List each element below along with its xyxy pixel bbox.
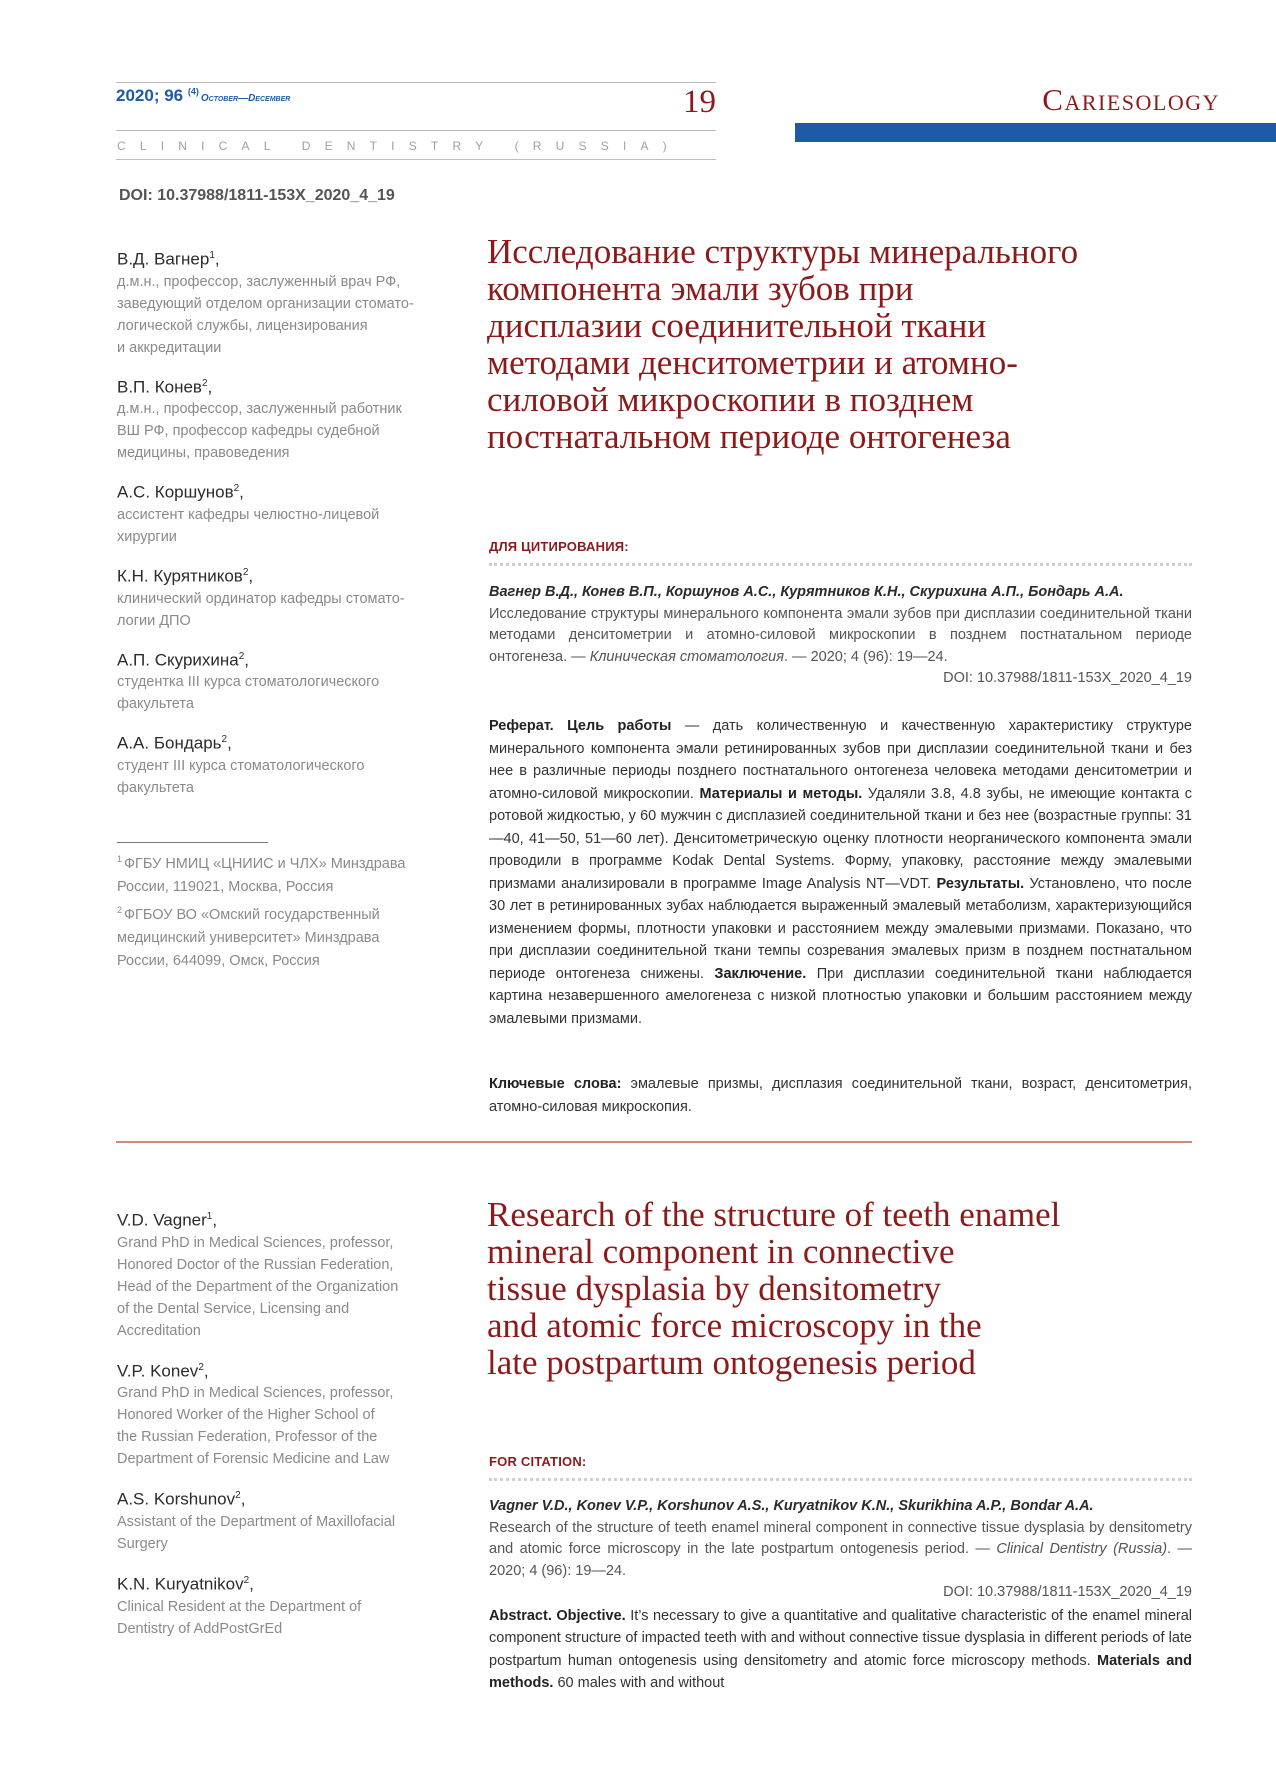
author-description-line: Head of the Department of the Organization [117,1278,399,1295]
title-line: Research of the structure of teeth enamel [487,1195,1061,1234]
abstract-en: Abstract. Objective. It’s necessary to give a quantitative and qualitative characteristic of the enamel mineral component structure of impacted teeth with and without connective tissue dysplasia in different periods of late postpartum human ontogenesis using densitometry and atomic force microscopy methods. Materials and methods. 60 males with and without [489,1608,1192,1691]
affiliation-line: медицинский университет» Минздрава [117,929,380,946]
author-name: A.S. Korshunov$^2$, [117,1489,246,1509]
citation-text-en: Research of the structure of teeth enamel mineral component in connective tissue dysplasia by densitometry and atomic force microscopy in the late postpartum ontogenesis period. — Clinical Dentistry (Russia). — 2020; 4 (96): 19—24. [489,1519,1192,1579]
affiliation-marker: 1 [206,1211,213,1222]
author-description-line: д.м.н., профессор, заслуженный работник [117,401,402,418]
affiliation-marker: 1 [209,250,215,261]
author-entry [117,245,457,359]
author-description-line: д.м.н., профессор, заслуженный врач РФ, [117,273,401,290]
language-separator [116,1141,1192,1143]
author-name: А.П. Скурихина$^2$, [117,650,250,670]
affiliation-line: России, 644099, Омск, Россия [117,952,320,969]
author-description-line: Grand PhD in Medical Sciences, professor, [117,1234,394,1251]
author-description-line: и аккредитации [117,339,222,356]
author-name: K.N. Kuryatnikov$^2$, [117,1574,254,1594]
author-description-line: медицины, правоведения [117,445,290,462]
author-description-line: логической службы, лицензирования [117,317,368,334]
issue-year: 2020; [116,86,160,105]
author-description-line: ассистент кафедры челюстно-лицевой [117,506,380,523]
affiliation-marker: 2 [235,1490,241,1502]
citation-doi-ru: DOI: 10.37988/1811-153X_2020_4_19 [943,670,1192,686]
affiliation-marker: 2 [243,1574,250,1586]
title-line: силовой микроскопии в позднем [487,380,974,419]
author-description-line: Accreditation [117,1322,201,1339]
rubric-accent-bar [795,123,1276,142]
affiliation-marker: 2 [198,1361,204,1373]
affiliation-number: 2 [117,905,123,915]
citation-doi-en: DOI: 10.37988/1811-153X_2020_4_19 [943,1584,1192,1600]
issue-info [116,86,290,106]
author-entry [117,1485,457,1555]
citation-authors-en: Vagner V.D., Konev V.P., Korshunov A.S., Kuryatnikov K.N., Skurikhina A.P., Bondar A.A. [489,1498,1094,1514]
author-name: В.Д. Вагнер$^1$, [117,249,220,269]
citation-ru [489,582,1192,690]
title-line: late postpartum ontogenesis period [487,1343,976,1382]
affiliation-marker: 2 [242,566,249,578]
journal-name: CLINICAL DENTISTRY (RUSSIA) [117,139,681,153]
citation-heading-en: FOR CITATION: [489,1454,587,1469]
title-line: методами денситометрии и атомно- [487,343,1018,382]
citation-en [489,1496,1192,1604]
affiliation-line: $^1$ ФГБУ НМИЦ «ЦНИИС и ЧЛХ» Минздрава [117,854,406,872]
author-entry [117,478,457,548]
author-entry [117,373,457,465]
author-description-line: студентка III курса стоматологического [117,674,380,691]
header-mid-rule [116,130,716,131]
issue-number: (4) [187,86,199,97]
author-entry [117,729,457,799]
author-description-line: факультета [117,696,194,713]
affiliation-number: 1 [117,854,123,864]
affiliation-rule [117,842,268,843]
doi: DOI: 10.37988/1811-153X_2020_4_19 [119,187,395,204]
author-name: К.Н. Курятников$^2$, [117,566,254,586]
author-description-line: of the Dental Service, Licensing and [117,1300,350,1317]
affiliation-marker: 2 [221,734,228,746]
affiliation-2 [117,899,447,973]
citation-divider-ru [489,563,1192,566]
citation-heading-ru: ДЛЯ ЦИТИРОВАНИЯ: [489,539,629,554]
author-description-line: Honored Doctor of the Russian Federation, [117,1256,394,1273]
author-description-line: Surgery [117,1535,168,1552]
citation-journal-ru: Клиническая стоматология [589,648,784,665]
title-line: tissue dysplasia by densitometry [487,1269,941,1308]
title-line: компонента эмали зубов при [487,269,914,308]
author-description-line: ВШ РФ, профессор кафедры судебной [117,423,380,440]
citation-divider-en [489,1478,1192,1481]
author-description-line: клинический ординатор кафедры стомато- [117,590,405,607]
author-name: В.П. Конев$^2$, [117,377,213,397]
affiliation-line: $^2$ ФГБОУ ВО «Омский государственный [117,905,380,923]
ru-author-list [117,245,457,813]
author-entry [117,1206,457,1342]
article-title-ru [487,233,1167,455]
author-name: А.А. Бондарь$^2$, [117,733,232,753]
author-description-line: Department of Forensic Medicine and Law [117,1451,390,1468]
author-description-line: the Russian Federation, Professor of the [117,1429,378,1446]
author-description-line: Dentistry of AddPostGrEd [117,1620,283,1637]
issue-volume: 96 [164,86,184,105]
author-name: А.С. Коршунов$^2$, [117,482,244,502]
keywords-ru: Ключевые слова: эмалевые призмы, дисплазия соединительной ткани, возраст, денситометрия, атомно-силовая микроскопия. [489,1076,1192,1115]
author-name: V.D. Vagner$^1$, [117,1210,218,1230]
abstract-ru: Реферат. Цель работы — дать количественную и качественную характеристику структуре минерального компонента эмали ретинированных зубов при дисплазии соединительной ткани и без нее в различные периоды позднего постнатального онтогенеза человека методами денситометрии и атомно-силовой микроскопии. Материалы и методы. Удаляли 3.8, 4.8 зубы, не имеющие контакта с ротовой жидкостью, у 60 мужчин с дисплазией соединительной ткани и без нее (возрастные группы: 31—40, 41—50, 51—60 лет). Денситометрическую оценку плотности неорганического компонента эмали проводили в программе Kodak Dental Systems. Форму, упаковку, расстояние между эмалевыми призмами анализировали в программе Image Analysis NT—VDT. Результаты. Установлено, что после 30 лет в ретинированных зубах наблюдается выраженный эмалевый метаболизм, характеризующийся изменением формы, плотности упаковки и расстоянием между эмалевыми призмами. Показано, что при дисплазии соединительной ткани темпы созревания эмалевых призм в позднем постнатальном периоде онтогенеза снижены. Заключение. При дисплазии соединительной ткани наблюдается картина незавершенного амелогенеза с низкой плотностью упаковки и большим расстоянием между эмалевыми призмами. [489,718,1192,1027]
author-description-line: Grand PhD in Medical Sciences, professor, [117,1385,394,1402]
author-description-line: Honored Worker of the Higher School of [117,1407,375,1424]
title-line: постнатальном периоде онтогенеза [487,417,1011,456]
author-entry [117,1357,457,1471]
affiliation-marker: 2 [238,650,245,662]
author-entry [117,1570,457,1640]
author-description-line: заведующий отделом организации стомато- [117,295,414,312]
affiliation-marker: 2 [201,377,208,389]
page-number: 19 [683,84,716,120]
en-author-list [117,1206,457,1655]
author-name: V.P. Konev$^2$, [117,1361,209,1381]
author-entry [117,646,457,716]
affiliation-marker: 2 [233,483,240,495]
title-line: Исследование структуры минерального [487,232,1079,271]
author-description-line: факультета [117,779,194,796]
citation-text-ru: Исследование структуры минерального компонента эмали зубов при дисплазии соединительной ткани методами денситометрии и атомно-силовой микроскопии в позднем постнатальном периоде онтогенеза. — Клиническая стоматология. — 2020; 4 (96): 19—24. [489,605,1192,665]
author-description-line: Assistant of the Department of Maxillofacial [117,1513,396,1530]
rubric-title: Cariesology [1042,82,1220,117]
title-line: and atomic force microscopy in the [487,1306,982,1345]
author-description-line: Clinical Resident at the Department of [117,1598,362,1615]
citation-authors-ru: Вагнер В.Д., Конев В.П., Коршунов А.С., Курятников К.Н., Скурихина А.П., Бондарь А.А. [489,584,1124,600]
author-description-line: логии ДПО [117,612,191,629]
affiliation-1 [117,848,447,899]
title-line: дисплазии соединительной ткани [487,306,987,345]
author-description-line: студент III курса стоматологического [117,757,365,774]
author-description-line: хирургии [117,528,177,545]
article-title-en [487,1196,1177,1381]
header-top-rule [116,82,716,83]
author-entry [117,562,457,632]
title-line: mineral component in connective [487,1232,955,1271]
issue-months: October—December [200,93,291,104]
affiliation-line: России, 119021, Москва, Россия [117,878,334,895]
header-bottom-rule [116,159,716,160]
citation-journal-en: Clinical Dentistry (Russia) [996,1541,1168,1557]
